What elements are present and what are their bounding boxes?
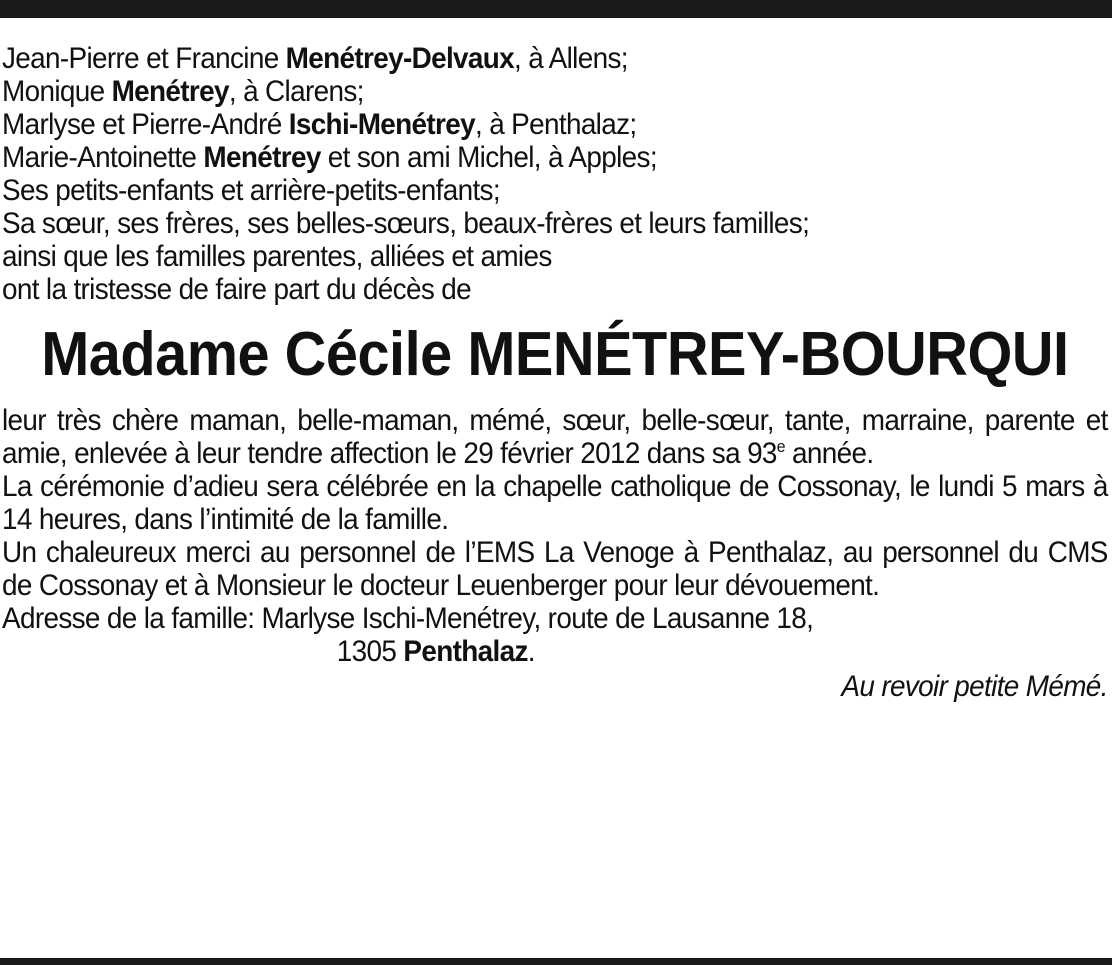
address-town: Penthalaz: [403, 635, 528, 668]
family-line: Ses petits-enfants et arrière-petits-enfants;: [2, 174, 500, 207]
family-line: Monique Menétrey, à Clarens;: [2, 75, 364, 108]
family-name: Menétrey: [203, 141, 321, 174]
family-line: ainsi que les familles parentes, alliées et amies: [2, 240, 552, 273]
family-name: Menétrey-Delvaux: [285, 42, 515, 75]
obituary-notice: [2, 42, 1108, 733]
family-line: Marlyse et Pierre-André Ischi-Menétrey, à Penthalaz;: [2, 108, 637, 141]
family-name: Ischi-Menétrey: [288, 108, 475, 141]
closing-line: Au revoir petite Mémé.: [841, 670, 1108, 703]
thanks-paragraph: Un chaleureux merci au personnel de l’EMS La Venoge à Penthalaz, au personnel du CMS de Cossonay et à Monsieur le docteur Leuenberger pour leur dévouement.: [2, 536, 1108, 602]
family-name: Menétrey: [111, 75, 229, 108]
ceremony-paragraph: La cérémonie d’adieu sera célébrée en la chapelle catholique de Cossonay, le lundi 5 mars à 14 heures, dans l’intimité de la famille.: [2, 470, 1108, 536]
top-rule: [0, 0, 1112, 18]
announcement-line: ont la tristesse de faire part du décès de: [2, 273, 471, 306]
family-line: Jean-Pierre et Francine Menétrey-Delvaux, à Allens;: [2, 42, 628, 75]
family-line: Sa sœur, ses frères, ses belles-sœurs, beaux-frères et leurs familles;: [2, 207, 810, 240]
bottom-rule: [0, 958, 1112, 965]
tribute-paragraph: leur très chère maman, belle-maman, mémé, sœur, belle-sœur, tante, marraine, parente et amie, enlevée à leur tendre affection le 29 février 2012 dans sa 93e année.: [2, 404, 1108, 470]
family-line: Marie-Antoinette Menétrey et son ami Michel, à Apples;: [2, 141, 657, 174]
deceased-name: Madame Cécile MENÉTREY-BOURQUI: [41, 320, 1069, 389]
address-town-line: 1305 Penthalaz.: [336, 635, 535, 668]
address-line: Adresse de la famille: Marlyse Ischi-Menétrey, route de Lausanne 18,: [2, 602, 814, 635]
